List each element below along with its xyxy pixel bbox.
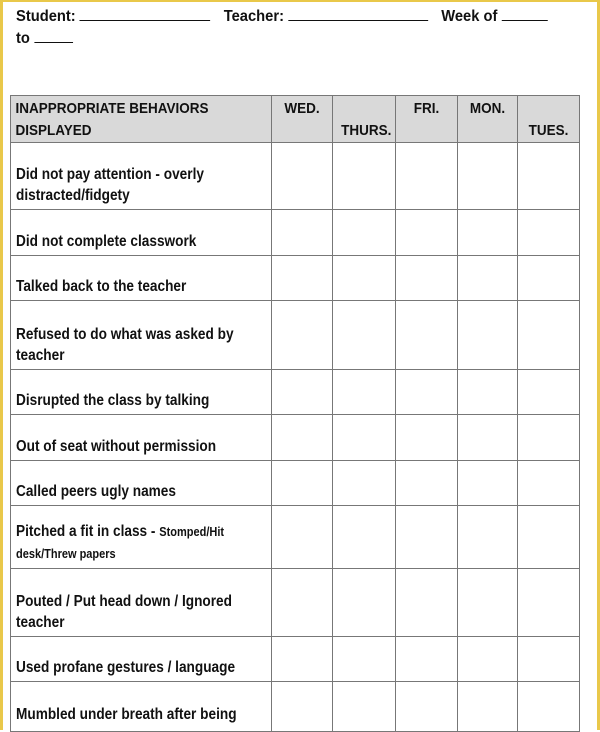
tally-cell[interactable] xyxy=(333,682,396,732)
tally-cell[interactable] xyxy=(333,210,396,256)
tally-cell[interactable] xyxy=(518,370,580,415)
behavior-label: Pouted / Put head down / Ignored teacher xyxy=(11,569,272,637)
tally-cell[interactable] xyxy=(518,210,580,256)
tally-cell[interactable] xyxy=(333,637,396,682)
tally-cell[interactable] xyxy=(458,461,518,506)
tally-cell[interactable] xyxy=(272,143,333,210)
tally-cell[interactable] xyxy=(458,370,518,415)
tally-cell[interactable] xyxy=(333,256,396,301)
teacher-name-field[interactable] xyxy=(288,6,428,21)
week-end-field[interactable] xyxy=(34,28,73,43)
tally-cell[interactable] xyxy=(272,210,333,256)
day-header-fri: FRI. xyxy=(396,96,458,143)
tally-cell[interactable] xyxy=(272,461,333,506)
header-line-1 xyxy=(16,6,531,28)
form-header xyxy=(16,6,531,50)
tally-cell[interactable] xyxy=(396,682,458,732)
tally-cell[interactable] xyxy=(396,506,458,569)
student-label: Student: xyxy=(16,8,76,25)
tally-cell[interactable] xyxy=(458,506,518,569)
header-line-2 xyxy=(16,28,531,50)
behavior-table xyxy=(10,95,580,732)
tally-cell[interactable] xyxy=(458,682,518,732)
tally-cell[interactable] xyxy=(518,143,580,210)
day-header-wed: WED. xyxy=(272,96,333,143)
table-row xyxy=(11,506,580,569)
student-name-field[interactable] xyxy=(80,6,211,21)
behavior-note: Stomped/Hit desk/Threw papers xyxy=(16,525,225,561)
tally-cell[interactable] xyxy=(272,506,333,569)
tally-cell[interactable] xyxy=(272,682,333,732)
tally-cell[interactable] xyxy=(396,256,458,301)
tally-cell[interactable] xyxy=(396,143,458,210)
tally-cell[interactable] xyxy=(272,370,333,415)
table-row xyxy=(11,682,580,732)
tally-cell[interactable] xyxy=(396,569,458,637)
behavior-label: Disrupted the class by talking xyxy=(11,370,272,415)
tally-cell[interactable] xyxy=(272,256,333,301)
table-header-row xyxy=(11,96,580,143)
tally-cell[interactable] xyxy=(396,370,458,415)
tally-cell[interactable] xyxy=(333,370,396,415)
behavior-label: Talked back to the teacher xyxy=(11,256,272,301)
tally-cell[interactable] xyxy=(396,637,458,682)
table-row xyxy=(11,370,580,415)
tally-cell[interactable] xyxy=(458,143,518,210)
behavior-label: Mumbled under breath after being xyxy=(11,682,272,732)
tally-cell[interactable] xyxy=(396,210,458,256)
behavior-column-header: INAPPROPRIATE BEHAVIORS DISPLAYED xyxy=(11,96,272,143)
table-row xyxy=(11,461,580,506)
tally-cell[interactable] xyxy=(333,461,396,506)
behavior-label: Pitched a fit in class - Stomped/Hit desk/Threw papers xyxy=(11,506,272,569)
tally-cell[interactable] xyxy=(458,301,518,370)
table-row xyxy=(11,143,580,210)
tally-cell[interactable] xyxy=(272,301,333,370)
table-row xyxy=(11,637,580,682)
tally-cell[interactable] xyxy=(458,415,518,461)
teacher-label: Teacher: xyxy=(223,8,284,25)
behavior-label: Refused to do what was asked by teacher xyxy=(11,301,272,370)
tally-cell[interactable] xyxy=(518,682,580,732)
tally-cell[interactable] xyxy=(396,301,458,370)
behavior-label: Did not complete classwork xyxy=(11,210,272,256)
table-row xyxy=(11,569,580,637)
behavior-label: Called peers ugly names xyxy=(11,461,272,506)
tally-cell[interactable] xyxy=(272,637,333,682)
to-label: to xyxy=(16,30,30,47)
tally-cell[interactable] xyxy=(518,506,580,569)
tally-cell[interactable] xyxy=(458,637,518,682)
day-header-tues: TUES. xyxy=(518,96,580,143)
tally-cell[interactable] xyxy=(518,461,580,506)
tally-cell[interactable] xyxy=(333,506,396,569)
tally-cell[interactable] xyxy=(396,461,458,506)
tally-cell[interactable] xyxy=(458,210,518,256)
tally-cell[interactable] xyxy=(272,415,333,461)
tally-cell[interactable] xyxy=(518,637,580,682)
table-row xyxy=(11,210,580,256)
tally-cell[interactable] xyxy=(518,301,580,370)
tally-cell[interactable] xyxy=(518,415,580,461)
tally-cell[interactable] xyxy=(396,415,458,461)
day-header-thurs: THURS. xyxy=(333,96,396,143)
table-row xyxy=(11,256,580,301)
tally-cell[interactable] xyxy=(333,143,396,210)
tally-cell[interactable] xyxy=(518,256,580,301)
day-header-mon: MON. xyxy=(458,96,518,143)
tally-cell[interactable] xyxy=(458,256,518,301)
tally-cell[interactable] xyxy=(272,569,333,637)
tally-cell[interactable] xyxy=(333,415,396,461)
behavior-label: Out of seat without permission xyxy=(11,415,272,461)
behavior-label: Did not pay attention - overly distracted/fidgety xyxy=(11,143,272,210)
week-of-label: Week of xyxy=(441,8,498,25)
tally-cell[interactable] xyxy=(333,569,396,637)
tally-cell[interactable] xyxy=(333,301,396,370)
tally-cell[interactable] xyxy=(458,569,518,637)
table-row xyxy=(11,415,580,461)
week-start-field[interactable] xyxy=(502,6,548,21)
behavior-label: Used profane gestures / language xyxy=(11,637,272,682)
tally-cell[interactable] xyxy=(518,569,580,637)
table-row xyxy=(11,301,580,370)
